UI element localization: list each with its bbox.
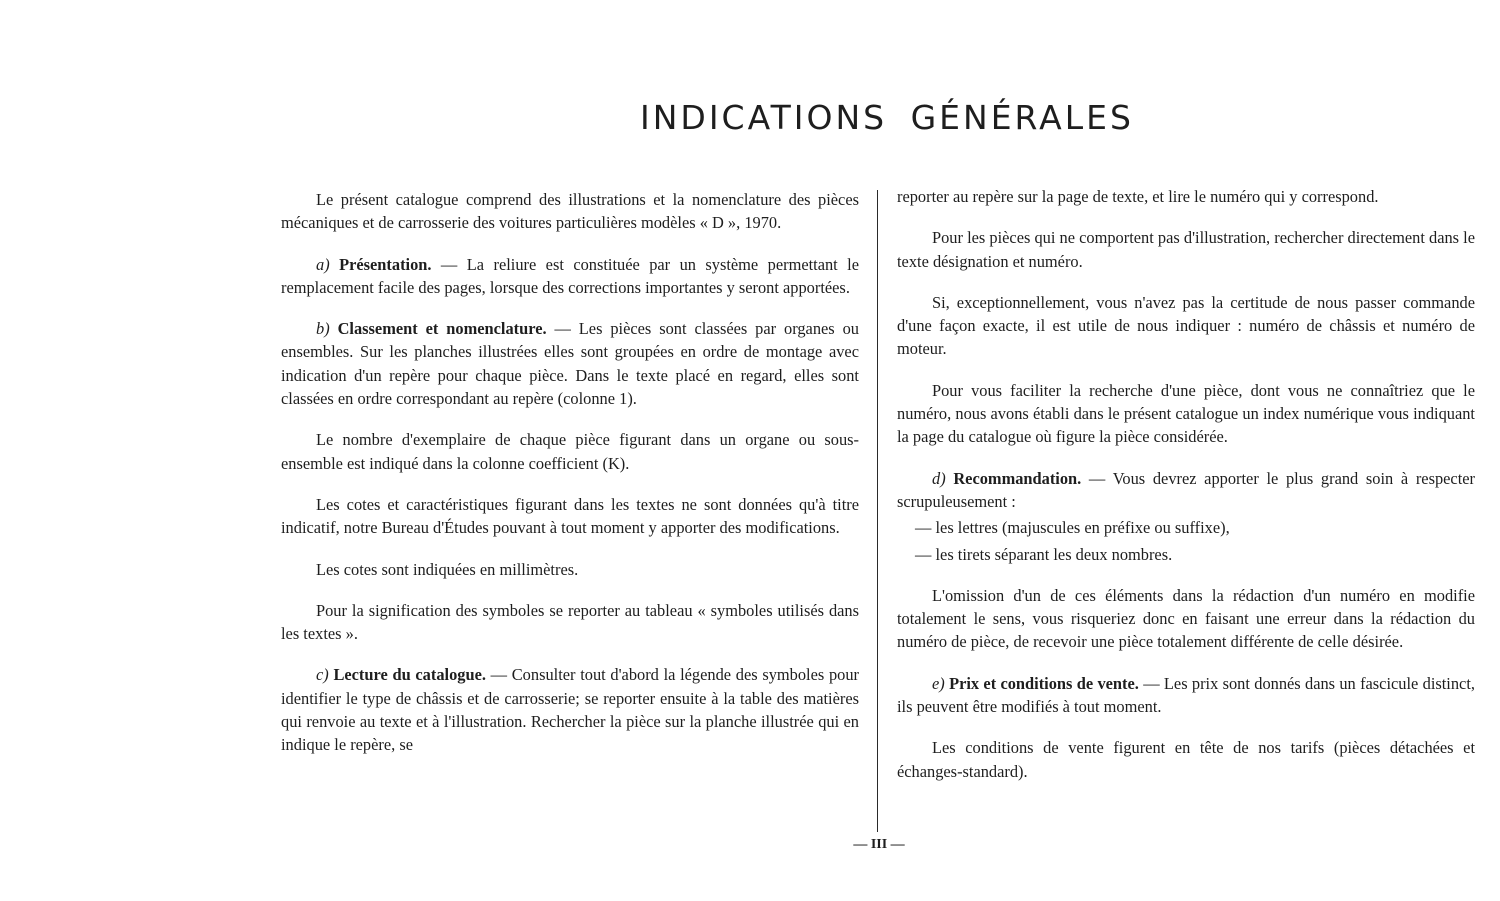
section-b-text: — Les pièces sont classées par organes ou ensembles. Sur les planches illustrées elles sont groupées en ordre de montage avec indication d'un repère pour chaque pièce. Dans le texte placé en regard, elles sont classées en ordre correspondant au repère (colonne 1). — [281, 319, 859, 409]
section-c-lecture — [281, 663, 859, 756]
section-e-prix — [897, 672, 1475, 719]
section-a-letter: a) — [316, 254, 330, 274]
column-divider — [877, 190, 878, 832]
millimetres-paragraph: Les cotes sont indiquées en millimètres. — [316, 559, 579, 579]
page-title: INDICATIONS GÉNÉRALES — [640, 98, 1134, 137]
section-a-heading: Présentation. — [339, 254, 432, 274]
section-a-text: — La reliure est constituée par un système permettant le remplacement facile des pages, lorsque des corrections importantes y seront apportées. — [281, 254, 859, 297]
section-e-letter: e) — [932, 673, 945, 693]
section-b-heading: Classement et nomenclature. — [337, 319, 547, 339]
section-d-recommandation — [897, 467, 1475, 514]
list-item: — les tirets séparant les deux nombres. — [915, 544, 1173, 564]
section-d-text: — Vous devrez apporter le plus grand soin à respecter scrupuleusement : — [897, 468, 1475, 511]
section-b-letter: b) — [316, 319, 330, 339]
section-d-heading: Recommandation. — [953, 468, 1082, 488]
coefficient-paragraph: Le nombre d'exemplaire de chaque pièce figurant dans un organe ou sous-ensemble est indiqué dans la colonne coefficient (K). — [281, 430, 859, 473]
continuation-paragraph: reporter au repère sur la page de texte, et lire le numéro qui y correspond. — [897, 187, 1379, 206]
section-c-letter: c) — [316, 665, 329, 685]
right-column — [897, 185, 1475, 801]
certitude-paragraph: Si, exceptionnellement, vous n'avez pas la certitude de nous passer commande d'une façon exacte, il est utile de nous indiquer : numéro de châssis et numéro de moteur. — [897, 292, 1475, 359]
sans-illustration-paragraph: Pour les pièces qui ne comportent pas d'illustration, rechercher directement dans le texte désignation et numéro. — [897, 228, 1475, 271]
section-e-heading: Prix et conditions de vente. — [949, 673, 1139, 693]
section-a-presentation — [281, 253, 859, 300]
intro-paragraph: Le présent catalogue comprend des illustrations et la nomenclature des pièces mécaniques et de carrosserie des voitures particulières modèles « D », 1970. — [281, 190, 859, 233]
section-c-heading: Lecture du catalogue. — [333, 665, 486, 685]
section-d-letter: d) — [932, 468, 946, 488]
page-number: — III — — [853, 837, 905, 852]
index-paragraph: Pour vous faciliter la recherche d'une pièce, dont vous ne connaîtriez que le numéro, nous avons établi dans le présent catalogue un index numérique vous indiquant la page du catalogue où figure la pièce considérée. — [897, 380, 1475, 447]
conditions-paragraph: Les conditions de vente figurent en tête de nos tarifs (pièces détachées et échanges-standard). — [897, 738, 1475, 781]
left-column — [281, 188, 859, 775]
omission-paragraph: L'omission d'un de ces éléments dans la rédaction d'un numéro en modifie totalement le sens, vous risqueriez donc en faisant une erreur dans la rédaction du numéro de pièce, de recevoir une pièce totalement différente de celle désirée. — [897, 585, 1475, 652]
section-c-text: — Consulter tout d'abord la légende des symboles pour identifier le type de châssis et de carrosserie; se reporter ensuite à la table des matières qui renvoie au texte et à l'illustration. Rechercher la pièce sur la planche illustrée qui en indique le repère, se — [281, 665, 859, 755]
section-e-text: — Les prix sont donnés dans un fascicule distinct, ils peuvent être modifiés à tout moment. — [897, 673, 1475, 717]
cotes-paragraph: Les cotes et caractéristiques figurant dans les textes ne sont données qu'à titre indicatif, notre Bureau d'Études pouvant à tout moment y apporter des modifications. — [281, 494, 859, 538]
list-item: — les lettres (majuscules en préfixe ou suffixe), — [915, 518, 1230, 538]
section-b-classement — [281, 317, 859, 410]
symboles-paragraph: Pour la signification des symboles se reporter au tableau « symboles utilisés dans les textes ». — [281, 600, 859, 644]
